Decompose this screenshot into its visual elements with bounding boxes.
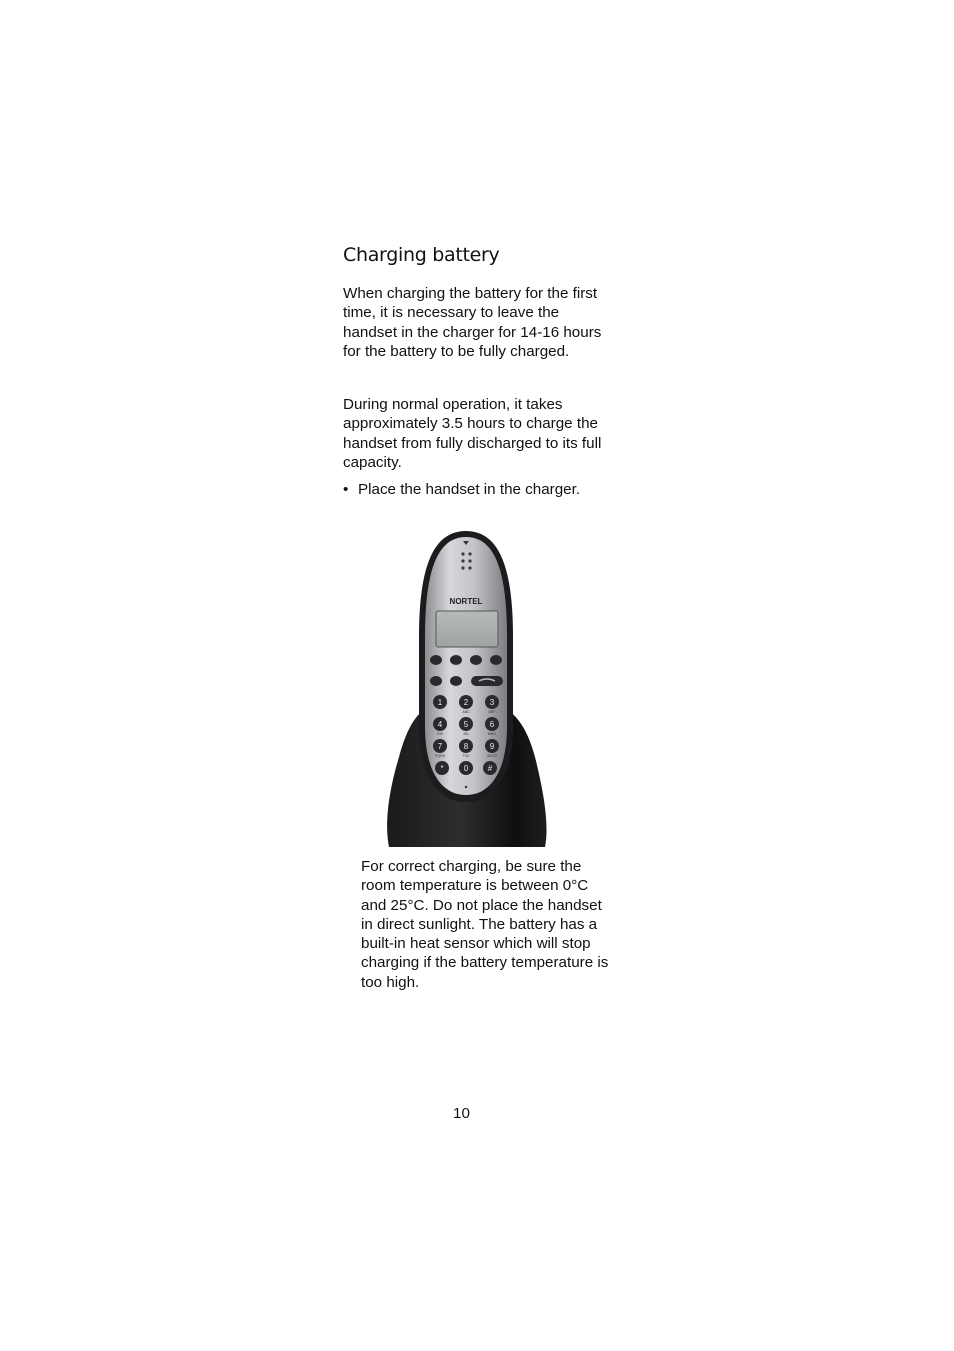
page-number: 10 bbox=[453, 1105, 470, 1122]
key-hash: # bbox=[487, 764, 493, 773]
key-8-letters: TUV bbox=[462, 754, 470, 758]
key-5-letters: JKL bbox=[462, 732, 470, 736]
nortel-logo: NORTEL bbox=[449, 597, 483, 606]
display-screen bbox=[436, 611, 498, 647]
key-5: 5 bbox=[463, 720, 469, 729]
key-4: 4 bbox=[437, 720, 443, 729]
section-heading: Charging battery bbox=[343, 244, 500, 266]
key-0: 0 bbox=[463, 764, 469, 773]
key-1: 1 bbox=[437, 698, 443, 707]
numeric-keypad bbox=[433, 695, 499, 775]
key-2-letters: ABC bbox=[462, 710, 470, 714]
key-7-letters: PQRS bbox=[435, 754, 445, 758]
bullet-text: Place the handset in the charger. bbox=[358, 481, 581, 498]
key-9-letters: WXYZ bbox=[486, 754, 498, 758]
key-7: 7 bbox=[437, 742, 443, 751]
key-3: 3 bbox=[489, 698, 495, 707]
bullet-symbol: • bbox=[343, 481, 349, 498]
key-9: 9 bbox=[489, 742, 495, 751]
microphone-icon bbox=[465, 786, 467, 788]
key-4-letters: GHI bbox=[436, 732, 444, 736]
paragraph-first-charge: When charging the battery for the first time, it is necessary to leave the handset in the charger for 14-16 hours for the battery to be fully charged. bbox=[343, 285, 602, 360]
key-8: 8 bbox=[463, 742, 469, 751]
key-2: 2 bbox=[463, 698, 469, 707]
key-3-letters: DEF bbox=[488, 710, 496, 714]
charging-note: For correct charging, be sure the room temperature is between 0°C and 25°C. Do not place the handset in direct sunlight. The battery has a built-in heat sensor which will stop charging if the battery temperature is too high. bbox=[361, 858, 609, 991]
key-star: * bbox=[440, 764, 444, 773]
handset-in-charger-photo bbox=[379, 527, 553, 851]
key-6: 6 bbox=[489, 720, 495, 729]
key-6-letters: MNO bbox=[487, 732, 497, 736]
paragraph-normal-charge: During normal operation, it takes approximately 3.5 hours to charge the handset from fully discharged to its full capacity. bbox=[343, 396, 602, 471]
bullet-item bbox=[343, 480, 580, 499]
